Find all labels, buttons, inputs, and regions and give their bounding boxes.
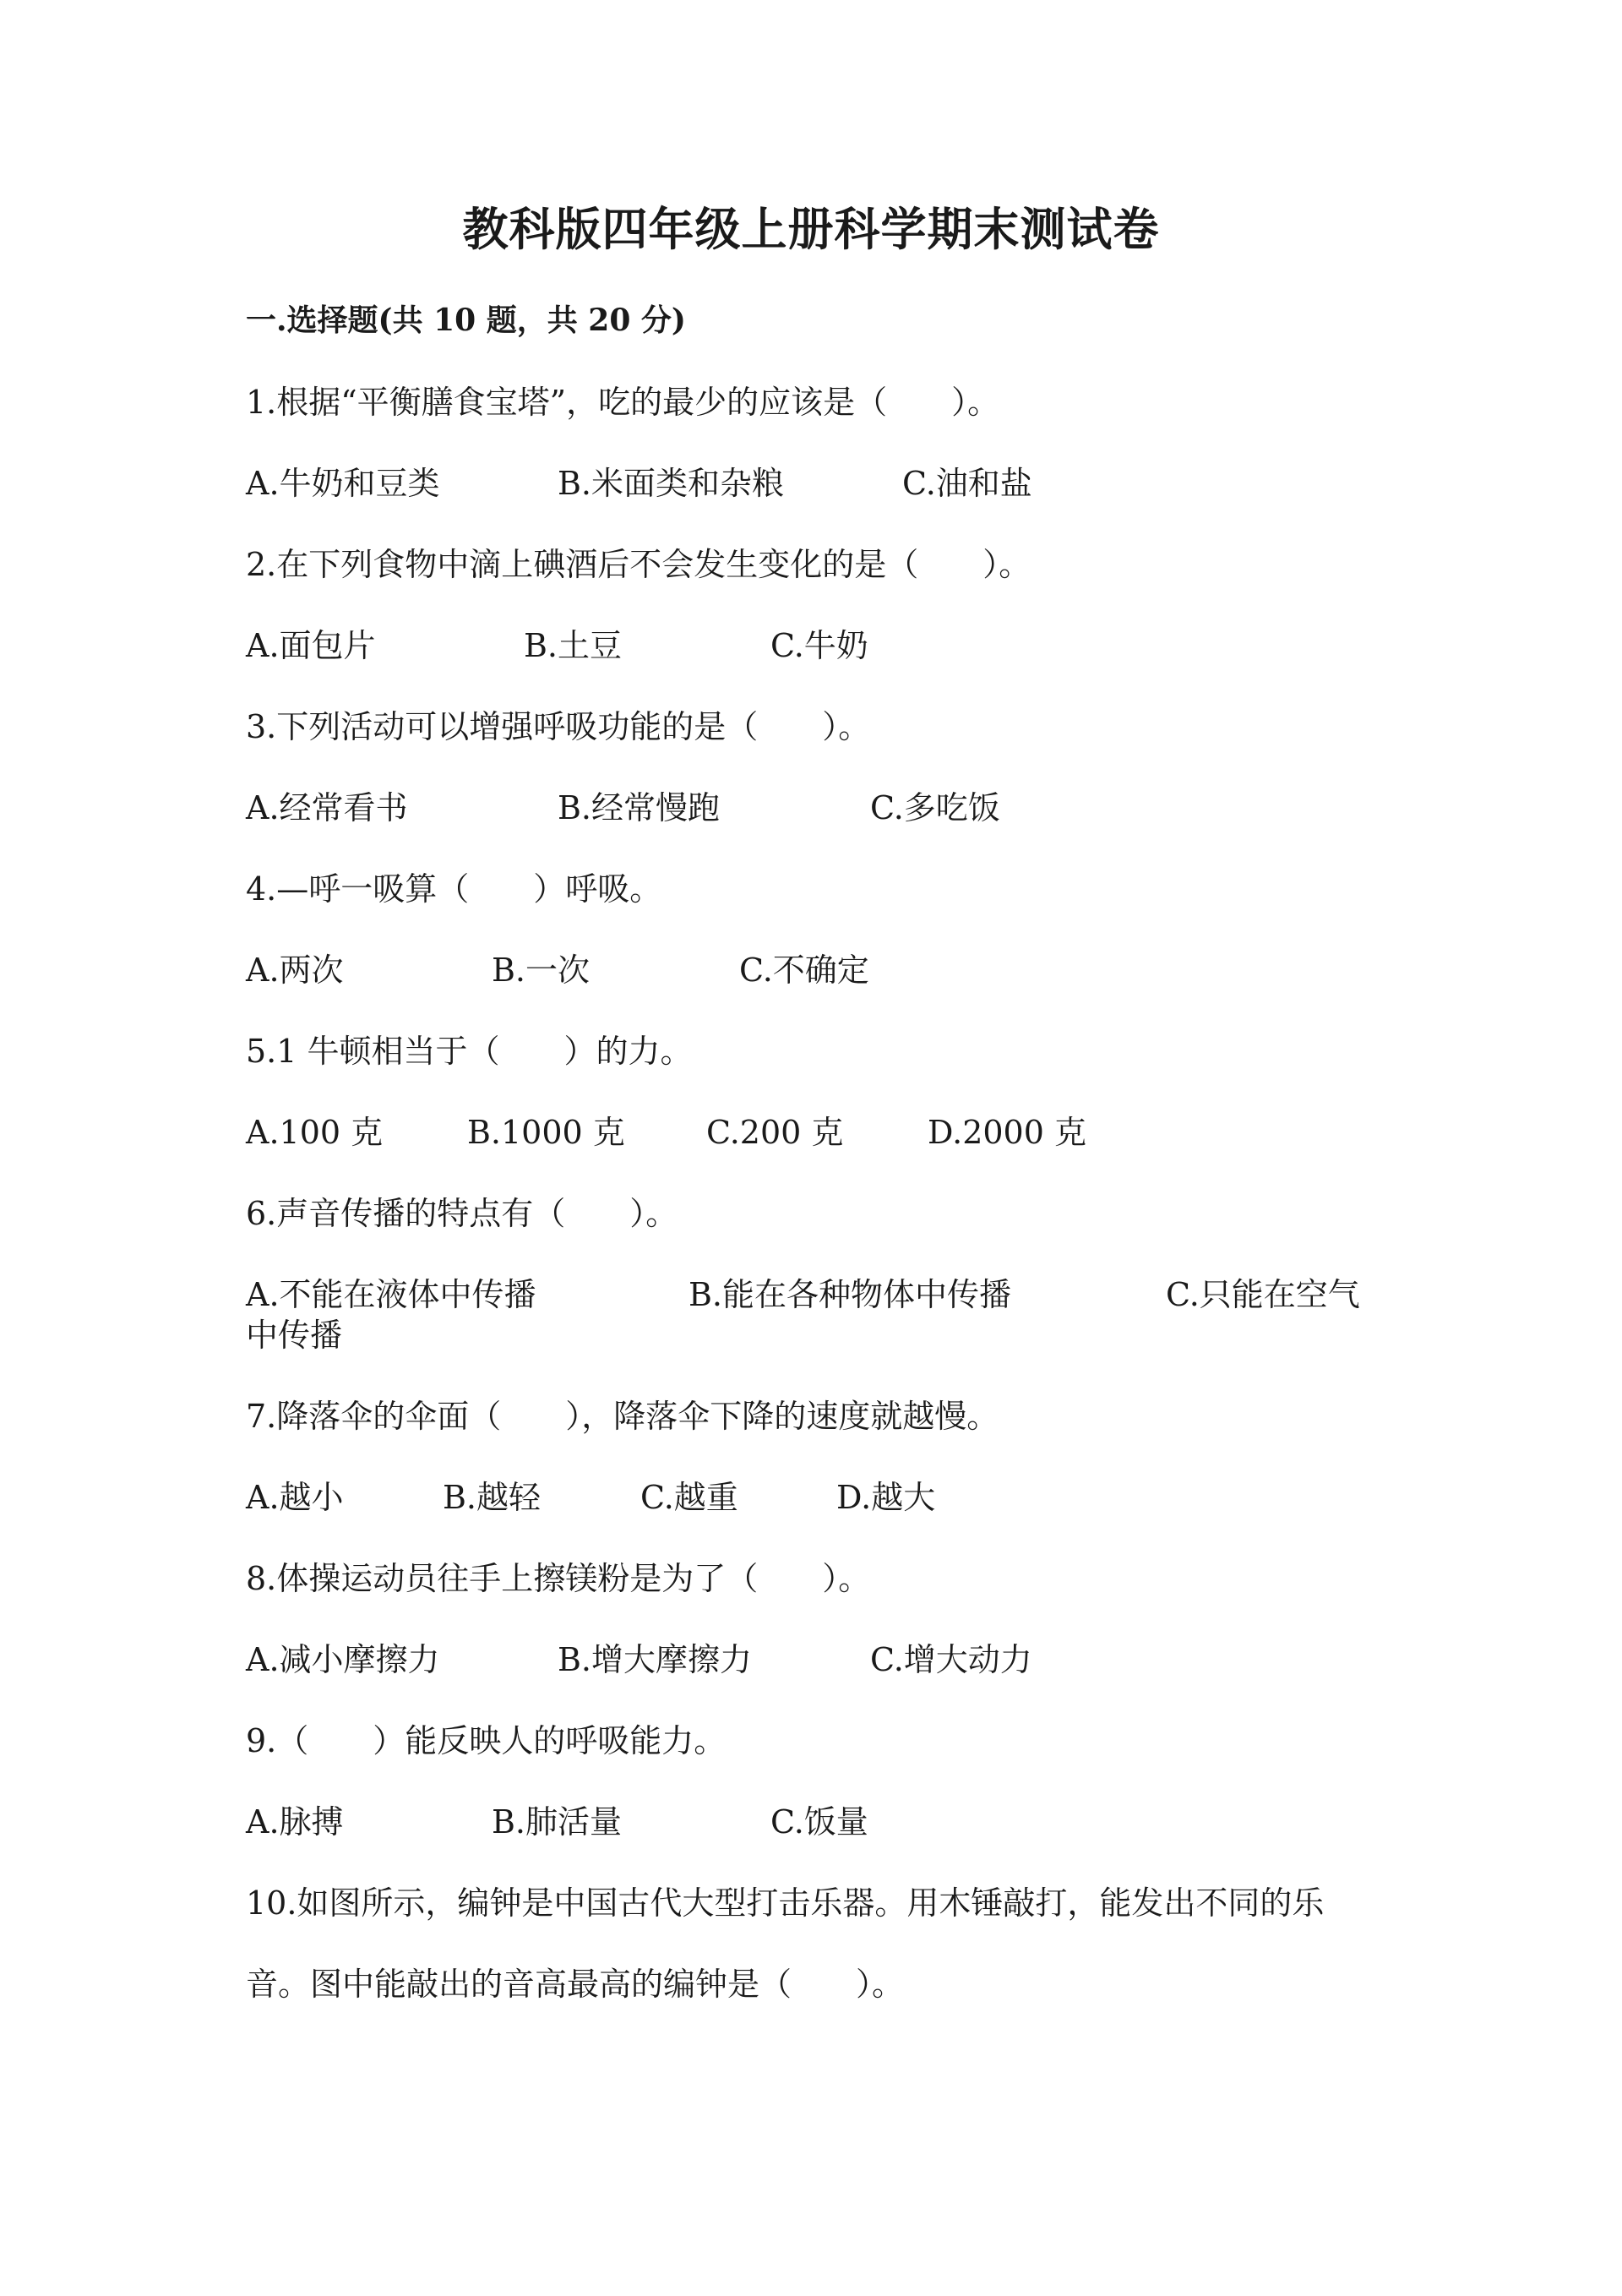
question-7: 7.降落伞的伞面（ ），降落伞下降的速度就越慢。 (246, 1398, 999, 1435)
question-6-option-a: A.不能在液体中传播 (246, 1276, 536, 1313)
exam-title: 教科版四年级上册科学期末测试卷 (462, 202, 1160, 256)
question-2: 2.在下列食物中滴上碘酒后不会发生变化的是（ ）。 (246, 546, 1031, 583)
question-8-option-a: A.减小摩擦力 (246, 1641, 440, 1678)
question-5: 5.1 牛顿相当于（ ）的力。 (246, 1033, 693, 1070)
question-1-option-b: B.米面类和杂粮 (558, 465, 785, 502)
question-5-option-a: A.100 克 (246, 1114, 384, 1151)
question-6-option-c: C.只能在空气 (1166, 1276, 1360, 1313)
question-3-option-a: A.经常看书 (246, 789, 408, 826)
question-7-option-c: C.越重 (640, 1479, 738, 1516)
question-2-option-a: A.面包片 (246, 627, 376, 664)
question-9-option-b: B.肺活量 (492, 1803, 623, 1841)
question-1-option-a: A.牛奶和豆类 (246, 465, 440, 502)
question-10-line-2: 音。图中能敲出的音高最高的编钟是（ ）。 (246, 1966, 905, 2003)
question-5-option-d: D.2000 克 (928, 1114, 1086, 1151)
question-3-option-b: B.经常慢跑 (558, 789, 721, 826)
question-2-option-b: B.土豆 (524, 627, 623, 664)
question-9-option-c: C.饭量 (770, 1803, 868, 1841)
question-4-option-b: B.一次 (492, 952, 591, 989)
question-1: 1.根据“平衡膳食宝塔”，吃的最少的应该是（ ）。 (246, 384, 1000, 421)
question-2-option-c: C.牛奶 (770, 627, 868, 664)
question-10: 10.如图所示，编钟是中国古代大型打击乐器。用木锤敲打，能发出不同的乐 (246, 1884, 1325, 1922)
question-8-option-b: B.增大摩擦力 (558, 1641, 753, 1678)
question-8-option-c: C.增大动力 (870, 1641, 1032, 1678)
question-5-option-b: B.1000 克 (467, 1114, 625, 1151)
question-4-option-a: A.两次 (246, 952, 344, 989)
question-4: 4.—呼一吸算（ ）呼吸。 (246, 870, 662, 908)
question-6-option-b: B.能在各种物体中传播 (689, 1276, 1012, 1313)
question-7-option-b: B.越轻 (443, 1479, 542, 1516)
question-3-option-c: C.多吃饭 (870, 789, 1000, 826)
question-5-option-c: C.200 克 (706, 1114, 844, 1151)
section-heading: 一.选择题(共 10 题，共 20 分) (246, 303, 686, 338)
question-6: 6.声音传播的特点有（ ）。 (246, 1195, 678, 1232)
question-6-option-c-continuation: 中传播 (246, 1317, 343, 1354)
question-7-option-a: A.越小 (246, 1479, 344, 1516)
question-7-option-d: D.越大 (836, 1479, 936, 1516)
question-9: 9.（ ）能反映人的呼吸能力。 (246, 1722, 727, 1759)
question-8: 8.体操运动员往手上擦镁粉是为了（ ）。 (246, 1560, 871, 1597)
question-4-option-c: C.不确定 (739, 952, 869, 989)
question-1-option-c: C.油和盐 (902, 465, 1032, 502)
question-3: 3.下列活动可以增强呼吸功能的是（ ）。 (246, 708, 871, 745)
question-9-option-a: A.脉搏 (246, 1803, 344, 1841)
